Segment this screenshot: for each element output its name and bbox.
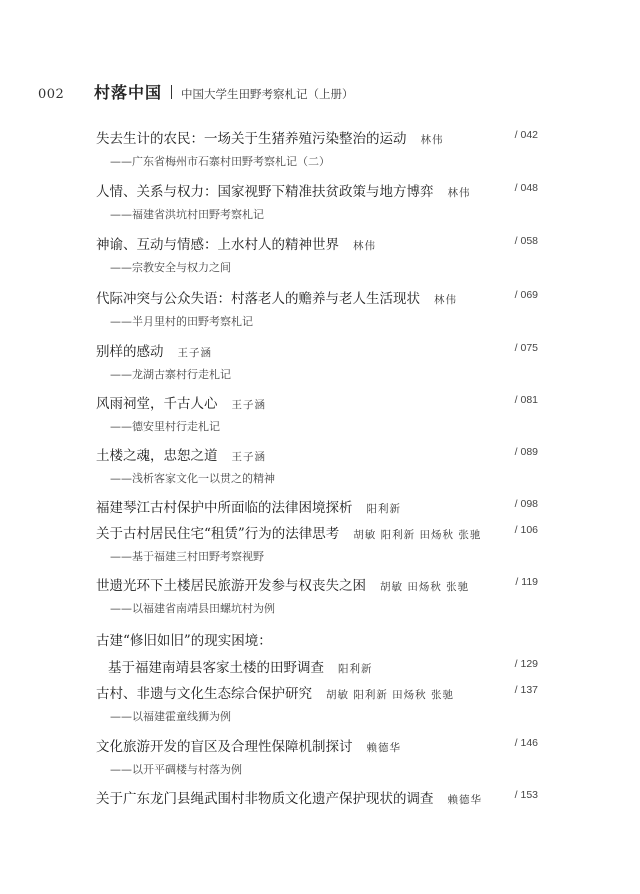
toc-entry[interactable] [96, 287, 538, 329]
entry-author: 王子涵 [231, 399, 266, 411]
entry-author: 林伟 [434, 294, 457, 306]
entry-page-number: / 153 [514, 789, 538, 801]
entry-title: 人情、关系与权力：国家视野下精准扶贫政策与地方博弈 [96, 184, 434, 200]
toc-entry[interactable] [96, 180, 538, 222]
toc-entry[interactable] [96, 496, 538, 516]
toc-entry[interactable] [96, 787, 538, 807]
book-subtitle: 中国大学生田野考察札记（上册） [181, 87, 354, 101]
entry-author: 赖德华 [366, 742, 401, 754]
entry-author: 胡敏 田炀秋 张驰 [380, 581, 470, 593]
entry-title: 失去生计的农民：一场关于生猪养殖污染整治的运动 [96, 131, 407, 147]
toc-entry[interactable] [96, 392, 538, 434]
entry-page-number: / 129 [514, 658, 538, 670]
entry-page-number: / 146 [514, 737, 538, 749]
entry-page-number: / 106 [514, 524, 538, 536]
entry-subtitle: ——广东省梅州市石寨村田野考察札记（二） [110, 155, 330, 168]
entry-author: 胡敏 阳利新 田炀秋 张驰 [326, 689, 455, 701]
toc-entry[interactable] [96, 735, 538, 777]
entry-page-number: / 069 [514, 289, 538, 301]
entry-author: 胡敏 阳利新 田炀秋 张驰 [353, 529, 482, 541]
entry-title: 关于古村居民住宅“租赁”行为的法律思考 [96, 526, 340, 542]
entry-author: 林伟 [420, 134, 444, 146]
entry-title: 古村、非遗与文化生态综合保护研究 [96, 686, 312, 702]
entry-title: 文化旅游开发的盲区及合理性保障机制探讨 [96, 739, 353, 755]
toc-entry[interactable] [96, 682, 538, 724]
entry-title: 别样的感动 [96, 344, 164, 360]
entry-title: 世遗光环下土楼居民旅游开发参与权丧失之困 [96, 578, 366, 594]
entry-page-number: / 075 [514, 342, 538, 354]
entry-title: 风雨祠堂，千古人心 [96, 396, 218, 412]
entry-title: 关于广东龙门县绳武围村非物质文化遗产保护现状的调查 [96, 791, 434, 807]
toc-entry[interactable] [96, 629, 538, 649]
entry-page-number: / 119 [515, 576, 538, 588]
entry-page-number: / 058 [514, 235, 538, 247]
entry-subtitle: ——福建省洪坑村田野考察札记 [110, 208, 264, 221]
entry-title: 代际冲突与公众失语：村落老人的赡养与老人生活现状 [96, 291, 420, 307]
toc-entry[interactable] [96, 340, 538, 382]
entry-page-number: / 081 [514, 394, 538, 406]
toc-entry[interactable] [96, 522, 538, 564]
entry-author: 阳利新 [366, 503, 401, 515]
entry-page-number: / 137 [514, 684, 538, 696]
entry-title: 古建“修旧如旧”的现实困境： [96, 633, 272, 649]
header-divider [171, 85, 172, 99]
book-title: 村落中国 [94, 83, 163, 102]
entry-subtitle: ——以福建霍童线狮为例 [110, 710, 231, 723]
entry-author: 阳利新 [338, 663, 373, 675]
entry-page-number: / 098 [514, 498, 538, 510]
toc-entry[interactable] [96, 233, 538, 275]
entry-author: 林伟 [447, 187, 471, 199]
entry-title: 神谕、互动与情感：上水村人的精神世界 [96, 237, 339, 253]
entry-subtitle: ——德安里村行走札记 [110, 420, 220, 433]
entry-subtitle: ——基于福建三村田野考察视野 [110, 550, 264, 563]
entry-author: 林伟 [353, 240, 376, 252]
entry-subtitle: ——以福建省南靖县田螺坑村为例 [110, 602, 275, 615]
entry-title: 土楼之魂，忠恕之道 [96, 448, 218, 464]
entry-subtitle: ——浅析客家文化一以贯之的精神 [110, 472, 275, 485]
toc-entry[interactable] [96, 444, 538, 486]
entry-page-number: / 042 [514, 129, 538, 141]
page-number: 002 [38, 87, 65, 102]
entry-subtitle: ——半月里村的田野考察札记 [110, 315, 253, 328]
entry-subtitle: ——以开平碉楼与村落为例 [110, 763, 242, 776]
entry-title: 福建琴江古村保护中所面临的法律困境探析 [96, 500, 353, 516]
running-header [38, 80, 354, 103]
entry-subtitle: ——龙湖古寨村行走札记 [110, 368, 231, 381]
entry-page-number: / 048 [514, 182, 538, 194]
entry-page-number: / 089 [514, 446, 538, 458]
entry-author: 赖德华 [447, 794, 482, 806]
entry-author: 王子涵 [231, 451, 266, 463]
toc-entry-continuation[interactable] [96, 656, 538, 676]
toc-entry[interactable] [96, 127, 538, 169]
toc-entry[interactable] [96, 574, 538, 616]
entry-subtitle: ——宗教安全与权力之间 [110, 261, 231, 274]
entry-author: 王子涵 [177, 347, 212, 359]
entry-title: 基于福建南靖县客家土楼的田野调查 [108, 660, 324, 676]
